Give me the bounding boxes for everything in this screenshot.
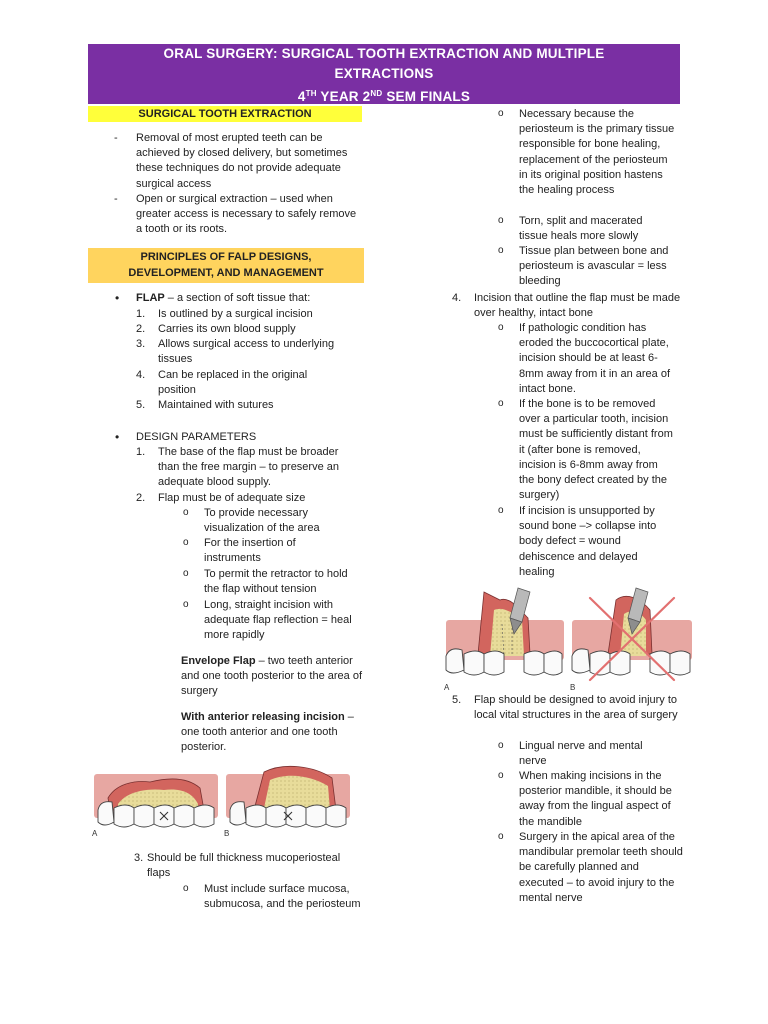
design-p2-sub-2: For the insertion of instruments: [204, 537, 296, 565]
design-point-3: Should be full thickness mucoperiosteal flaps: [147, 852, 341, 880]
sub-bullet-icon: o: [183, 568, 189, 579]
dash-bullet: -: [114, 193, 118, 205]
anterior-incision-term: With anterior releasing incision: [181, 711, 345, 723]
design-p2-sub-3: To permit the retractor to hold the flap without tension: [204, 568, 348, 596]
flap-number-1: 1.: [136, 308, 146, 320]
right-top-sub-2: Torn, split and macerated tissue heals more slowly: [519, 215, 643, 243]
flap-number-2: 2.: [136, 323, 146, 335]
sub-bullet-icon: o: [498, 108, 504, 119]
principles-title-line1: PRINCIPLES OF FALP DESIGNS,: [140, 251, 312, 263]
figure-b-bone-removal-incorrect: [570, 588, 692, 692]
header-year-number: 4: [297, 89, 306, 104]
sub-bullet-icon: o: [498, 398, 504, 409]
design-point-1: The base of the flap must be broader than the free margin – to preserve an adequate blood supply.: [158, 446, 339, 489]
sub-bullet-icon: o: [498, 740, 504, 751]
figure-a-envelope-flap: [92, 774, 218, 838]
flap-design-figure: [88, 764, 358, 840]
right-p4-sub-3: If incision is unsupported by sound bone –> collapse into body defect = wound dehiscence and delayed healing: [519, 505, 657, 578]
flap-point-4: Can be replaced in the original position: [158, 369, 308, 397]
envelope-flap-text: [181, 654, 365, 700]
flap-point-5: Maintained with sutures: [158, 399, 274, 411]
right-point-4: Incision that outline the flap must be made over healthy, intact bone: [474, 292, 681, 320]
section1-item-2: Open or surgical extraction – used when greater access is necessary to safely remove a tooth or its roots.: [136, 193, 357, 236]
header-sem-text: SEM FINALS: [382, 89, 471, 104]
design-p2-sub-4: Long, straight incision with adequate flap reflection = heal more rapidly: [204, 599, 352, 642]
dash-bullet: -: [114, 132, 118, 144]
sub-bullet-icon: o: [498, 770, 504, 781]
anterior-incision-definition: – one tooth anterior and one tooth posterior.: [181, 711, 354, 754]
sub-bullet-icon: o: [183, 507, 189, 518]
right-p5-sub-2: When making incisions in the posterior mandible, it should be away from the lingual aspect of the mandible: [519, 770, 672, 828]
right-p4-sub-2: If the bone is to be removed over a particular tooth, incision must be sufficiently distant from it (after bone is removed, incision is 6-8mm away from the bony defect created by the surgery): [519, 398, 673, 502]
header-sup2: ND: [370, 89, 383, 98]
section-title-surgical-extraction: SURGICAL TOOTH EXTRACTION: [88, 106, 362, 122]
header-sup1: TH: [305, 89, 317, 98]
bone-removal-figure: [440, 584, 700, 694]
design-p2-sub-1: To provide necessary visualization of the area: [204, 507, 320, 535]
right-p5-sub-3: Surgery in the apical area of the mandibular premolar teeth should be carefully planned and executed – to avoid injury to the mental nerve: [519, 831, 683, 904]
envelope-flap-term: Envelope Flap: [181, 655, 256, 667]
section-title-principles: [88, 248, 364, 283]
design-title: DESIGN PARAMETERS: [136, 431, 257, 443]
flap-point-3: Allows surgical access to underlying tissues: [158, 338, 335, 366]
sub-bullet-icon: o: [183, 537, 189, 548]
right-top-sub-1: Necessary because the periosteum is the primary tissue responsible for bone healing, replacement of the periosteum in its original position hastens the healing process: [519, 108, 675, 197]
right-number-5: 5.: [452, 694, 462, 706]
principles-title-line2: DEVELOPMENT, AND MANAGEMENT: [128, 267, 324, 279]
flap-number-4: 4.: [136, 369, 146, 381]
design-p3-sub-1: Must include surface mucosa, submucosa, and the periosteum: [204, 883, 361, 911]
header-line2: EXTRACTIONS: [334, 66, 434, 81]
header-banner: [88, 44, 680, 104]
bullet-icon: •: [115, 430, 120, 444]
right-p4-sub-1: If pathologic condition has eroded the buccocortical plate, incision should be at least 6-8mm away from it in an area of intact bone.: [519, 322, 671, 395]
right-p5-sub-1: Lingual nerve and mental nerve: [519, 740, 643, 768]
sub-bullet-icon: o: [183, 599, 189, 610]
right-top-sub-3: Tissue plan between bone and periosteum is avascular = less bleeding: [519, 245, 669, 288]
sub-bullet-icon: o: [498, 215, 504, 226]
sub-bullet-icon: o: [498, 322, 504, 333]
bullet-icon: •: [115, 291, 120, 305]
flap-number-3: 3.: [136, 338, 146, 350]
figure-a-label: A: [92, 829, 98, 838]
design-number-3: 3.: [134, 852, 144, 864]
figure-b-label: B: [224, 829, 230, 838]
flap-definition-text: – a section of soft tissue that:: [164, 292, 311, 304]
flap-point-2: Carries its own blood supply: [158, 323, 296, 335]
sub-bullet-icon: o: [498, 831, 504, 842]
right-point-5: Flap should be designed to avoid injury to local vital structures in the area of surgery: [474, 694, 678, 722]
section1-item-1: Removal of most erupted teeth can be achieved by closed delivery, but sometimes these techniques do not provide adequate surgical access: [136, 132, 348, 190]
envelope-flap-definition: – two teeth anterior and one tooth posterior to the area of surgery: [181, 655, 363, 698]
figure2-b-label: B: [570, 683, 576, 692]
flap-term: FLAP: [136, 292, 165, 304]
sub-bullet-icon: o: [498, 245, 504, 256]
figure-a-bone-removal: [444, 588, 564, 692]
design-point-2: Flap must be of adequate size: [158, 492, 306, 504]
header-year-text: YEAR 2: [316, 89, 371, 104]
anterior-incision-text: [181, 710, 365, 756]
header-line3: [88, 84, 680, 107]
right-number-4: 4.: [452, 292, 462, 304]
sub-bullet-icon: o: [498, 505, 504, 516]
figure2-a-label: A: [444, 683, 450, 692]
flap-point-1: Is outlined by a surgical incision: [158, 308, 313, 320]
design-number-2: 2.: [136, 492, 146, 504]
header-line1: ORAL SURGERY: SURGICAL TOOTH EXTRACTION AND MULTIPLE: [163, 46, 605, 61]
flap-definition: [136, 291, 366, 306]
sub-bullet-icon: o: [183, 883, 189, 894]
flap-number-5: 5.: [136, 399, 146, 411]
design-number-1: 1.: [136, 446, 146, 458]
figure-b-releasing-incision: [224, 766, 350, 838]
